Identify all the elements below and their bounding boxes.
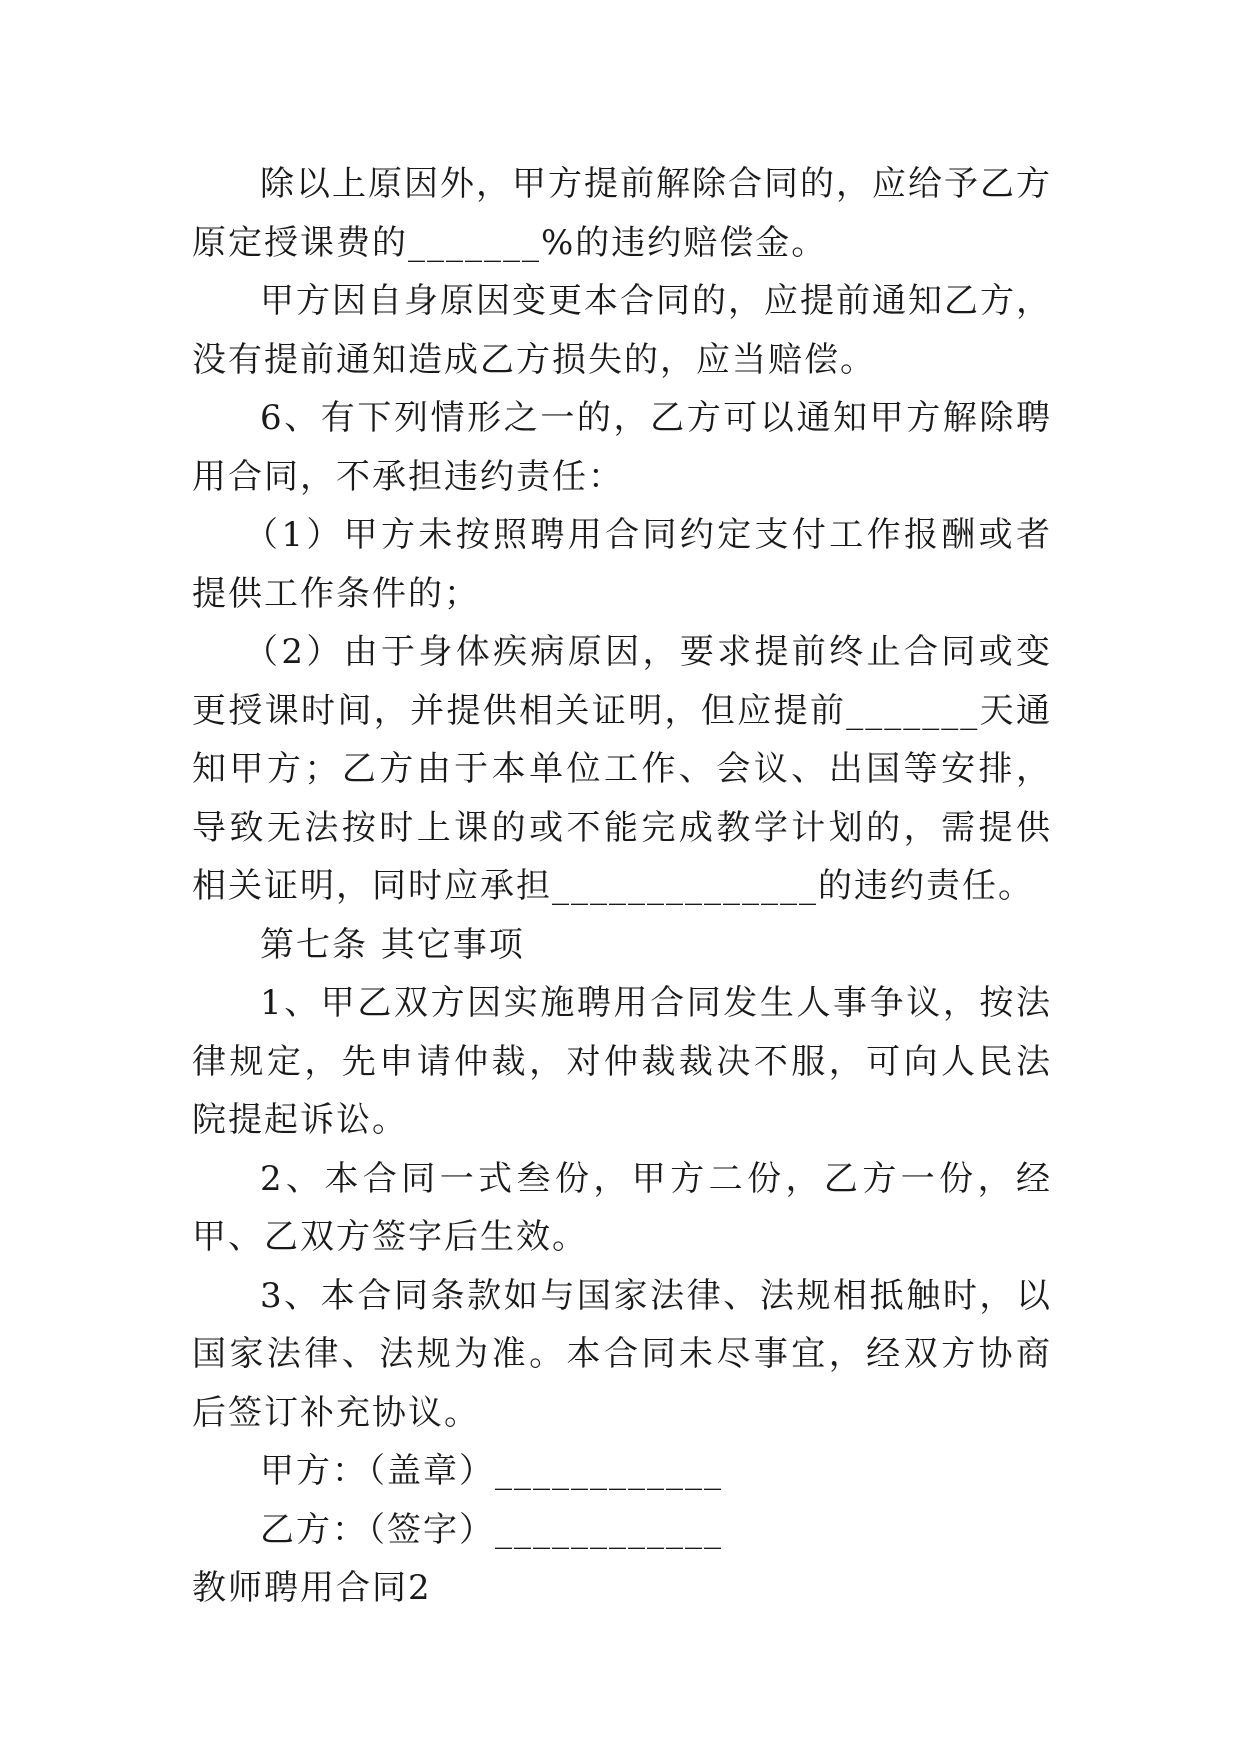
paragraph-article-7-item-1: 1、甲乙双方因实施聘用合同发生人事争议，按法律规定，先申请仲裁，对仲裁裁决不服，可向人民法院提起诉讼。 <box>192 983 1052 1140</box>
paragraph-article-7-item-3: 3、本合同条款如与国家法律、法规相抵触时，以国家法律、法规为准。本合同未尽事宜，经双方协商后签订补充协议。 <box>192 1275 1052 1433</box>
document-page <box>192 155 1052 1618</box>
section-heading-article-7: 第七条 其它事项 <box>260 924 525 965</box>
paragraph-termination-compensation: 除以上原因外，甲方提前解除合同的，应给予乙方原定授课费的_______%的违约赔偿金。 <box>192 164 1052 263</box>
paragraph-clause-6: 6、有下列情形之一的，乙方可以通知甲方解除聘用合同，不承担违约责任： <box>192 398 1052 497</box>
paragraph-article-7-item-2: 2、本合同一式叁份，甲方二份，乙方一份，经甲、乙双方签字后生效。 <box>192 1158 1052 1257</box>
paragraph-clause-6-item-2: （2）由于身体疾病原因，要求提前终止合同或变更授课时间，并提供相关证明，但应提前_______天通知甲方；乙方由于本单位工作、会议、出国等安排，导致无法按时上课的或不能完成教学计划的，需提供相关证明，同时应承担______________的违约责任。 <box>192 632 1052 906</box>
signature-line-party-a: 甲方：（盖章）____________ <box>260 1451 723 1491</box>
paragraph-clause-6-item-1: （1）甲方未按照聘用合同约定支付工作报酬或者提供工作条件的； <box>192 515 1052 614</box>
signature-line-party-b: 乙方：（签字）____________ <box>260 1509 723 1550</box>
paragraph-change-notice: 甲方因自身原因变更本合同的，应提前通知乙方，没有提前通知造成乙方损失的，应当赔偿。 <box>192 281 1052 380</box>
next-document-title: 教师聘用合同2 <box>192 1568 432 1608</box>
